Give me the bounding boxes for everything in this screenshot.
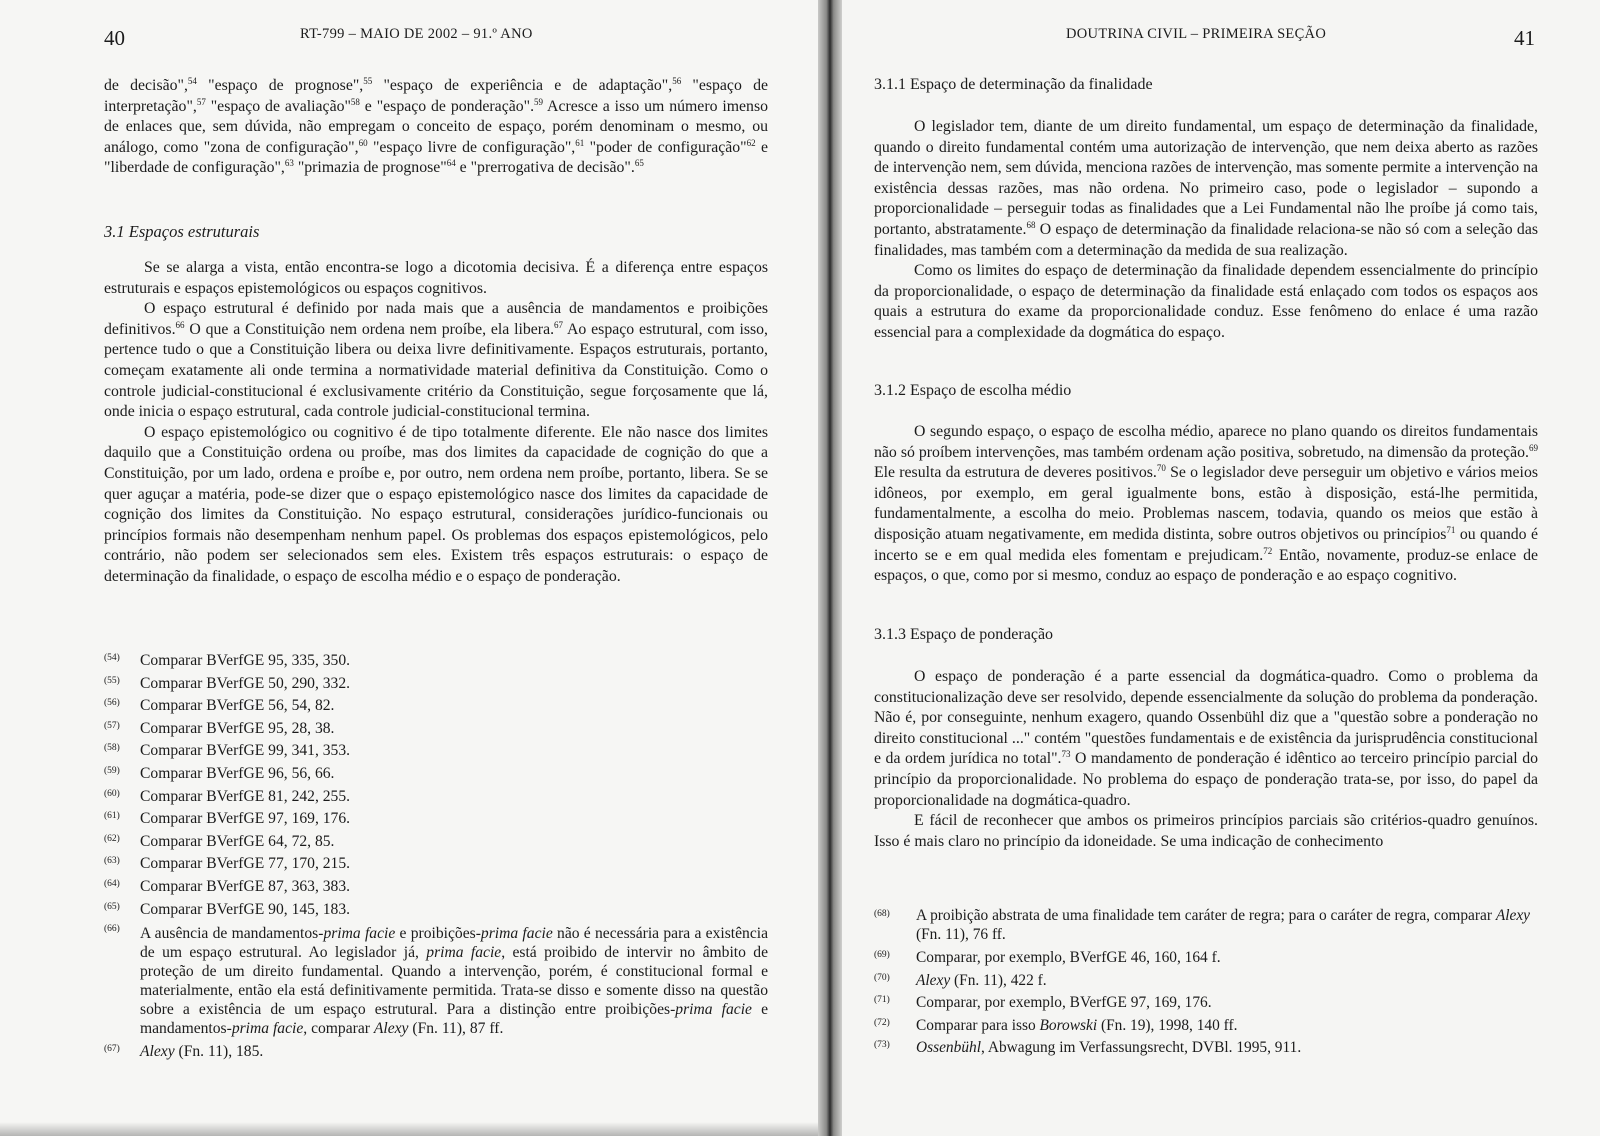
footnote-number: (59) xyxy=(104,765,120,776)
paragraph-principios-parciais: E fácil de reconhecer que ambos os primeiros princípios parciais são critérios-quadro genuínos. Isso é mais claro no princípio da idoneidade. Se uma indicação de conhecimento xyxy=(874,812,1538,850)
footnote-71: (71) Comparar, por exemplo, BVerfGE 97, 169, 176. xyxy=(874,994,1212,1012)
footnote-text: Comparar BVerfGE 87, 363, 383. xyxy=(140,877,351,895)
section-3-1-3-body xyxy=(874,667,1538,852)
footnote-text: Comparar BVerfGE 95, 28, 38. xyxy=(140,719,335,737)
footnote-73: (73) Ossenbühl, Abwagung im Verfassungsrecht, DVBl. 1995, 911. xyxy=(874,1039,1302,1057)
paragraph-legislador: O legislador tem, diante de um direito fundamental, um espaço de determinação da finalidade, quando o direito fundamental contém uma autorização de intervenção, que nem deixa aberto as razões de intervenção nem, sem dúvida, menciona razões de intervenção, mas somente permite a intervenção na existência dessas razões, mas não ordena. No primeiro caso, pode o legislador – supondo a proporcionalidade – perseguir todas as finalidades que a Lei Fundamental não lhe proíbe já como tais, portanto, abstratamente.$^{68}$ O espaço de determinação da finalidade relaciona-se não só com a seleção das finalidades, mas também com a determinação da medida de sua realização. xyxy=(874,118,1538,259)
footnote-item xyxy=(104,876,768,899)
footnote-number: (56) xyxy=(104,698,120,709)
footnote-item xyxy=(104,831,768,854)
footnote-item xyxy=(104,695,768,718)
footnote-item xyxy=(104,853,768,876)
footnote-number: (64) xyxy=(104,878,120,889)
footnote-number: (65) xyxy=(104,901,120,912)
footnote-item xyxy=(104,650,768,673)
paragraph-espaco-estrutural: O espaço estrutural é definido por nada mais que a ausência de mandamentos e proibições definitivos.$^{66}$ O que a Constituição nem ordena nem proíbe, ela libera.$^{67}$ Ao espaço estrutural, com isso, pertence tudo o que a Constituição libera ou deixa livre definitivamente. Espaços estruturais, portanto, começam exatamente ali onde termina a normatividade material definitiva da Constituição. Como o controle judicial-constitucional é exclusivamente critério da Constituição, segue forçosamente que lá, onde inicia o espaço estrutural, cada controle judicial-constitucional termina. xyxy=(104,300,769,421)
book-gutter xyxy=(818,0,842,1136)
footnote-number: (58) xyxy=(104,743,120,754)
footnote-number: (60) xyxy=(104,788,120,799)
right-page-number: 41 xyxy=(1514,26,1535,50)
footnote-item xyxy=(104,718,768,741)
footnote-text: Comparar BVerfGE 99, 341, 353. xyxy=(140,742,351,760)
left-running-header: RT-799 – MAIO DE 2002 – 91.º ANO xyxy=(300,26,533,42)
right-page xyxy=(842,0,1600,1136)
footnote-text: Comparar BVerfGE 64, 72, 85. xyxy=(140,832,335,850)
paragraph-segundo-espaco: O segundo espaço, o espaço de escolha médio, aparece no plano quando os direitos fundamentais não só proíbem intervenções, mas também ordenam ação positiva, sobretudo, na dimensão da proteção.$^{69}$ Ele resulta da estrutura de deveres positivos.$^{70}$ Se o legislador deve perseguir um objetivo e vários meios idôneos, por exemplo, em geral igualmente bons, estão à disposição, está-lhe permitida, fundamentalmente, a escolha do meio. Problemas nascem, todavia, quando os meios que estão à disposição atuam negativamente, em medida distinta, sobre outros objetivos ou princípios$^{71}$ ou quando é incerto se e em qual medida eles fomentam e prejudicam.$^{72}$ Então, novamente, produz-se enlace de espaços, o que, como por si mesmo, conduz ao espaço de ponderação e ao espaço cognitivo. xyxy=(874,423,1539,585)
section-3-1-2-body xyxy=(874,422,1538,587)
heading-3-1-2: 3.1.2 Espaço de escolha médio xyxy=(874,382,1072,399)
footnote-text: Comparar BVerfGE 56, 54, 82. xyxy=(140,697,335,715)
heading-3-1-1: 3.1.1 Espaço de determinação da finalidade xyxy=(874,76,1153,93)
footnote-68: (68) A proibição abstrata de uma finalidade tem caráter de regra; para o caráter de regra, comparar Alexy (Fn. 11), 76 ff. xyxy=(874,907,1530,943)
paragraph-espaco-epistemologico: O espaço epistemológico ou cognitivo é de tipo totalmente diferente. Ele não nasce dos limites daquilo que a Constituição ordena ou proíbe, mas dos limites da capacidade de cognição do que a Constituição, por um lado, ordena e proíbe e, por outro, nem ordena nem proíbe, portanto, libera. Se se quer aguçar a matéria, pode-se dizer que o espaço epistemológico nasce dos limites da capacidade de cognição dos limites da Constituição. No espaço estrutural, considerações jurídico-funcionais ou princípios formais não desempenham nenhum papel. Os problemas dos espaços epistemológicos, pelo contrário, não podem ser selecionados sem eles. Existem três espaços estruturais: o espaço de determinação da finalidade, o espaço de escolha médio e o espaço de ponderação. xyxy=(104,423,768,585)
footnote-item xyxy=(104,786,768,809)
footnote-67: (67) Alexy (Fn. 11), 185. xyxy=(104,1043,264,1061)
footnote-72: (72) Comparar para isso Borowski (Fn. 19), 1998, 140 ff. xyxy=(874,1016,1238,1034)
left-footnotes xyxy=(104,650,768,1064)
footnote-text: Comparar BVerfGE 97, 169, 176. xyxy=(140,810,351,828)
left-body xyxy=(104,258,768,588)
left-intro-paragraph: de decisão",$^{54}$ "espaço de prognose",$^{55}$ "espaço de experiência e de adaptação",$^{56}$ "espaço de interpretação",$^{57}$ "espaço de avaliação"$^{58}$ e "espaço de ponderação".$^{59}$ Acresce a isso um número imenso de enlaces que, sem dúvida, não empregam o conceito de espaço, porém denominam o mesmo, ou análogo, como "zona de configuração",$^{60}$ "espaço livre de configuração",$^{61}$ "poder de configuração"$^{62}$ e "liberdade de configuração",$^{63}$ "primazia de prognose"$^{64}$ e "prerrogativa de decisão".$^{65}$ xyxy=(104,76,768,177)
footnote-text: Comparar BVerfGE 96, 56, 66. xyxy=(140,764,335,782)
footnote-list xyxy=(104,650,768,921)
footnote-number: (62) xyxy=(104,833,120,844)
heading-3-1-3: 3.1.3 Espaço de ponderação xyxy=(874,626,1054,643)
footnote-number: (57) xyxy=(104,720,120,731)
footnote-69: (69) Comparar, por exemplo, BVerfGE 46, 160, 164 f. xyxy=(874,949,1221,966)
footnote-66: (66) A ausência de mandamentos-prima facie e proibições-prima facie não é necessária para a existência de um espaço estrutural. Ao legislador já, prima facie, está proibido de intervir no âmbito de proteção de um direito fundamental. Quando a intervenção, porém, é constitucional formal e materialmente, então ela está definitivamente permitida. Trata-se disso e somente disso na questão sobre a existência de um espaço estrutural. Para a distinção entre proibições-prima facie e mandamentos-prima facie, comparar Alexy (Fn. 11), 87 ff. xyxy=(104,924,768,1038)
footnote-text: Comparar BVerfGE 50, 290, 332. xyxy=(140,674,351,692)
section-heading-3-1: 3.1 Espaços estruturais xyxy=(104,222,260,241)
footnote-item xyxy=(104,808,768,831)
footnote-text: Comparar BVerfGE 95, 335, 350. xyxy=(140,652,351,669)
footnote-text: Comparar BVerfGE 77, 170, 215. xyxy=(140,855,351,873)
footnote-item xyxy=(104,740,768,763)
paragraph-dicotomia: Se se alarga a vista, então encontra-se logo a dicotomia decisiva. É a diferença entre espaços estruturais e espaços epistemológicos ou espaços cognitivos. xyxy=(104,259,768,297)
footnote-item xyxy=(104,763,768,786)
left-page-number: 40 xyxy=(104,26,125,50)
footnote-text: Comparar BVerfGE 90, 145, 183. xyxy=(140,900,351,918)
footnote-number: (54) xyxy=(104,653,120,663)
paragraph-ponderacao: O espaço de ponderação é a parte essencial da dogmática-quadro. Como o problema da constitucionalização deve ser resolvido, depende essencialmente da solução do problema da ponderação. Não é, por conseguinte, nenhum exagero, quando Ossenbühl diz que a "questão sobre a ponderação no direito constitucional ..." contém "questões fundamentais e de existência da jurisprudência constitucional e da ordem jurídica no total".$^{73}$ O mandamento de ponderação é idêntico ao terceiro princípio parcial do princípio da proporcionalidade. No problema do espaço de ponderação trata-se, por isso, do papel da proporcionalidade na dogmática-quadro. xyxy=(874,668,1538,809)
footnote-number: (63) xyxy=(104,856,120,867)
footnote-70: (70) Alexy (Fn. 11), 422 f. xyxy=(874,971,1047,989)
section-3-1-1-body xyxy=(874,117,1538,344)
footnote-item xyxy=(104,899,768,922)
paragraph-limites: Como os limites do espaço de determinação da finalidade dependem essencialmente do princípio da proporcionalidade, o espaço de determinação da finalidade está enlaçado com todos os espaços aos quais a estrutura do exame da proporcionalidade conduz. Esse fenômeno do enlace é uma razão essencial para a complexidade da dogmática do espaço. xyxy=(874,262,1538,341)
footnote-item xyxy=(104,673,768,696)
footnote-text: Comparar BVerfGE 81, 242, 255. xyxy=(140,787,351,805)
right-footnotes xyxy=(874,906,1538,1060)
page-bottom-shadow xyxy=(0,1122,818,1136)
right-running-header: DOUTRINA CIVIL – PRIMEIRA SEÇÃO xyxy=(1066,26,1327,42)
footnote-number: (55) xyxy=(104,675,120,686)
footnote-number: (61) xyxy=(104,811,120,822)
